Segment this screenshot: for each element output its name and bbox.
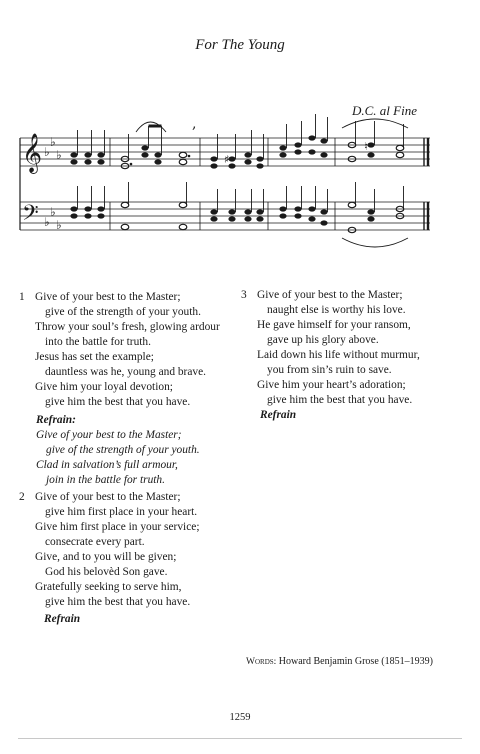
refrain-reference: [260, 408, 296, 423]
verse-line: Give of your best to the Master;: [35, 291, 181, 303]
page-number: 1259: [229, 712, 251, 723]
verse-number: 1: [19, 291, 25, 303]
music-score: [0, 0, 480, 260]
key-signature: [44, 135, 62, 232]
words-credit: [246, 656, 433, 667]
verse-3: [241, 288, 420, 408]
page-divider: [18, 738, 462, 739]
verse-2: [19, 490, 200, 610]
svg-text:♭: ♭: [50, 135, 56, 149]
verse-line: Give him your loyal devotion;: [35, 381, 173, 393]
verse-line: naught else is worthy his love.: [267, 304, 406, 316]
svg-text:♭: ♭: [56, 148, 62, 162]
verse-number: 2: [19, 491, 25, 503]
verse-line: Give of your best to the Master;: [257, 289, 403, 301]
words-author: Howard Benjamin Grose (1851–1939): [278, 656, 433, 667]
page-title: For The Young: [195, 37, 285, 53]
svg-text:♭: ♭: [44, 215, 50, 229]
verse-line: gave up his glory above.: [267, 334, 379, 346]
refrain-line: give of the strength of your youth.: [46, 444, 200, 456]
verse-line: into the battle for truth.: [45, 336, 151, 348]
treble-clef-icon: 𝄞: [22, 133, 43, 173]
refrain-label: Refrain:: [36, 414, 76, 426]
refrain-line: Clad in salvation’s full armour,: [36, 459, 178, 471]
bass-staff: [20, 202, 430, 230]
verse-line: Give, and to you will be given;: [35, 551, 177, 563]
refrain-label: Refrain: [260, 409, 297, 421]
svg-text:♭: ♭: [50, 205, 56, 219]
verse-number: 3: [241, 289, 247, 301]
verse-line: give him the best that you have.: [45, 596, 191, 608]
svg-text:♮: ♮: [364, 140, 368, 153]
verse-line: give him the best that you have.: [45, 396, 191, 408]
refrain-reference: [44, 612, 80, 627]
svg-text:♭: ♭: [44, 145, 50, 159]
refrain-block: [36, 413, 200, 488]
verse-1: [19, 290, 220, 410]
words-label: Words:: [246, 657, 277, 667]
svg-text:♭: ♭: [56, 218, 62, 232]
verse-line: Give of your best to the Master;: [35, 491, 181, 503]
bass-clef-icon: 𝄢: [22, 201, 39, 231]
verse-line: God his belovèd Son gave.: [45, 566, 168, 578]
breath-mark: ,: [192, 116, 197, 132]
verse-line: you from sin’s ruin to save.: [267, 364, 392, 376]
verse-line: Give him your heart’s adoration;: [257, 379, 406, 391]
verse-line: He gave himself for your ransom,: [257, 319, 411, 331]
verse-line: give of the strength of your youth.: [45, 306, 201, 318]
verse-line: give him first place in your heart.: [45, 506, 198, 518]
treble-phrase-slur: [342, 119, 408, 128]
dc-al-fine-marking: D.C. al Fine: [352, 103, 417, 118]
verse-line: Jesus has set the example;: [35, 351, 154, 363]
refrain-line: join in the battle for truth.: [46, 474, 165, 486]
verse-line: Laid down his life without murmur,: [257, 349, 420, 361]
refrain-label: Refrain: [44, 613, 81, 625]
refrain-line: Give of your best to the Master;: [36, 429, 182, 441]
verse-line: give him the best that you have.: [267, 394, 413, 406]
verse-line: Give him first place in your service;: [35, 521, 200, 533]
verse-line: dauntless was he, young and brave.: [45, 366, 207, 378]
verse-line: Gratefully seeking to serve him,: [35, 581, 182, 593]
verse-line: Throw your soul’s fresh, glowing ardour: [35, 321, 220, 333]
svg-text:♯: ♯: [224, 153, 230, 166]
bass-slur: [342, 238, 408, 247]
verse-line: consecrate every part.: [45, 536, 145, 548]
